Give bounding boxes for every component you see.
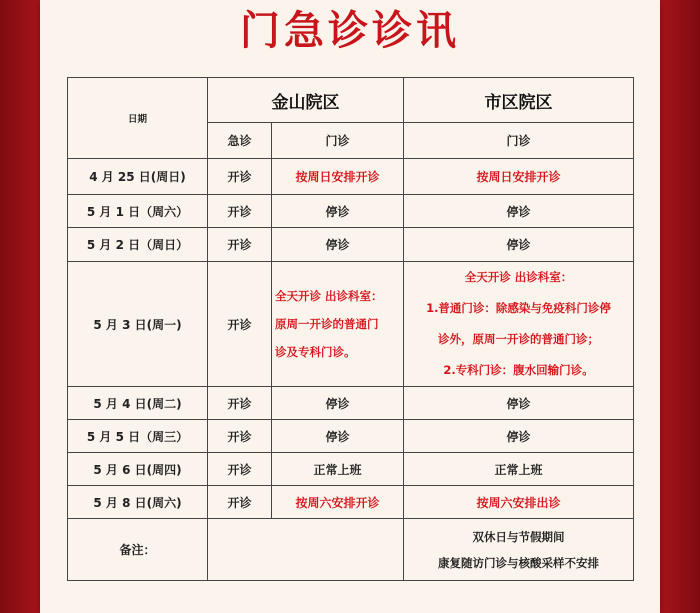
table-row	[68, 420, 634, 453]
date-cell: 5 月 1 日（周六）	[68, 195, 208, 228]
shiqu-outpatient-header: 门诊	[404, 123, 634, 159]
shiqu-cell: 停诊	[404, 195, 634, 228]
jinshan-header: 金山院区	[208, 78, 404, 123]
table-row	[68, 159, 634, 195]
emergency-cell: 开诊	[208, 486, 272, 519]
jinshan-cell: 停诊	[272, 387, 404, 420]
shiqu-line: 1.普通门诊：除感染与免疫科门诊停	[426, 301, 611, 315]
shiqu-line: 诊外，原周一开诊的普通门诊；	[438, 332, 599, 346]
jinshan-line: 全天开诊 出诊科室：	[275, 289, 383, 303]
table-row	[68, 228, 634, 262]
jinshan-line: 原周一开诊的普通门	[275, 317, 379, 331]
table-row	[68, 486, 634, 519]
date-cell: 5 月 8 日(周六)	[68, 486, 208, 519]
jinshan-outpatient-header: 门诊	[272, 123, 404, 159]
page-title: 门急诊诊讯	[240, 8, 460, 54]
jinshan-cell: 停诊	[272, 195, 404, 228]
notice-panel	[40, 0, 660, 613]
remark-line-1: 双休日与节假期间	[472, 529, 565, 544]
header-row	[68, 78, 634, 123]
remark-row	[68, 519, 634, 581]
jinshan-cell: 停诊	[272, 420, 404, 453]
jinshan-cell: 停诊	[272, 228, 404, 262]
remark-empty-cell	[208, 519, 404, 581]
shiqu-line: 2.专科门诊：腹水回输门诊。	[443, 363, 594, 377]
emergency-cell: 开诊	[208, 453, 272, 486]
left-border	[0, 0, 40, 613]
emergency-cell: 开诊	[208, 195, 272, 228]
date-cell: 5 月 3 日(周一)	[68, 262, 208, 387]
shiqu-cell: 停诊	[404, 228, 634, 262]
table-row	[68, 195, 634, 228]
jinshan-cell	[272, 262, 404, 387]
table-row	[68, 262, 634, 387]
date-cell: 4 月 25 日(周日)	[68, 159, 208, 195]
shiqu-line: 全天开诊 出诊科室：	[464, 270, 573, 284]
table-row	[68, 387, 634, 420]
jinshan-cell: 按周日安排开诊	[272, 159, 404, 195]
jinshan-cell: 正常上班	[272, 453, 404, 486]
emergency-cell: 开诊	[208, 420, 272, 453]
emergency-cell: 开诊	[208, 262, 272, 387]
remark-line-2: 康复随访门诊与核酸采样不安排	[438, 555, 599, 570]
date-cell: 5 月 4 日(周二)	[68, 387, 208, 420]
shiqu-cell	[404, 262, 634, 387]
remark-label: 备注：	[68, 519, 208, 581]
emergency-header: 急诊	[208, 123, 272, 159]
remark-cell	[404, 519, 634, 581]
date-cell: 5 月 5 日（周三）	[68, 420, 208, 453]
shiqu-cell: 停诊	[404, 420, 634, 453]
shiqu-cell: 按周六安排出诊	[404, 486, 634, 519]
table-row	[68, 453, 634, 486]
emergency-cell: 开诊	[208, 159, 272, 195]
emergency-cell: 开诊	[208, 228, 272, 262]
date-cell: 5 月 6 日(周四)	[68, 453, 208, 486]
shiqu-cell: 正常上班	[404, 453, 634, 486]
shiqu-header: 市区院区	[404, 78, 634, 123]
emergency-cell: 开诊	[208, 387, 272, 420]
shiqu-cell: 按周日安排开诊	[404, 159, 634, 195]
jinshan-line: 诊及专科门诊。	[275, 345, 356, 359]
right-border	[660, 0, 700, 613]
schedule-table	[67, 77, 634, 581]
date-header: 日期	[68, 78, 208, 159]
jinshan-cell: 按周六安排开诊	[272, 486, 404, 519]
shiqu-cell: 停诊	[404, 387, 634, 420]
date-cell: 5 月 2 日（周日）	[68, 228, 208, 262]
